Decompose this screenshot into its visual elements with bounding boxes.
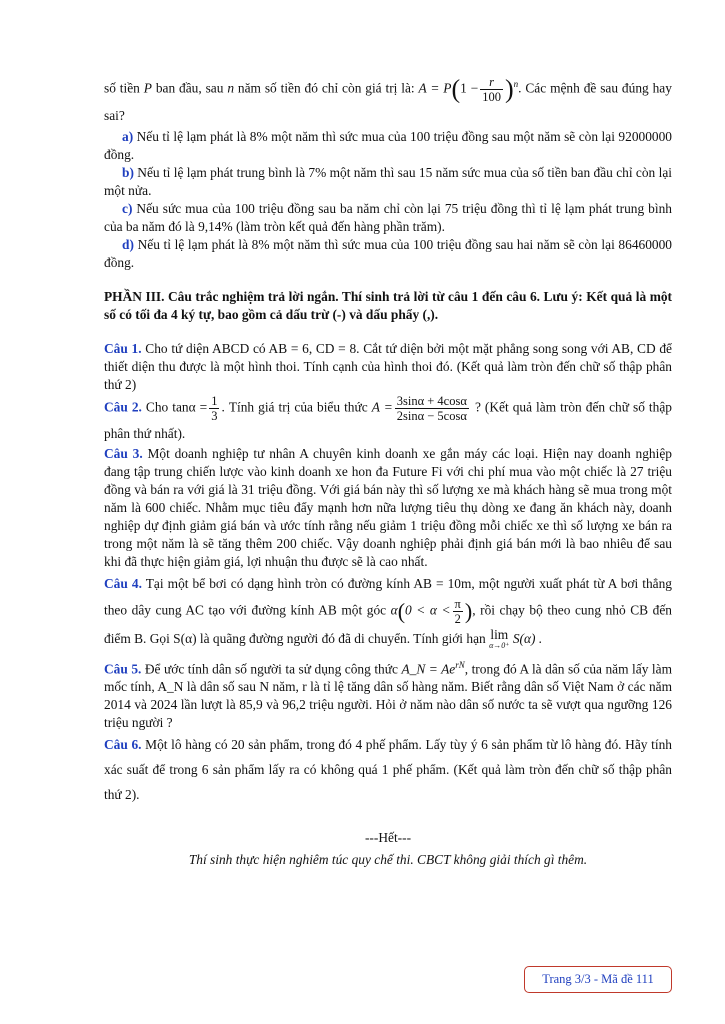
tan-denominator: 3 [211,408,218,423]
expr-denominator: 2sinα − 5cosα [396,408,467,423]
formula-one: 1 − [460,80,479,96]
angle-numerator: π [454,596,461,611]
statement-b [104,164,672,200]
formula-numerator: r [480,75,503,90]
formula-exponent: rN [455,659,465,670]
question-3 [104,445,672,571]
statement-text: Nếu tỉ lệ lạm phát là 8% một năm thì sức mua của 100 triệu đồng sau hai năm sẽ còn lại 86460000 đồng. [104,236,672,270]
question-text: , rồi chạy bộ theo cung nhỏ CB đến điểm B. Gọi S(α) là quãng đường người đó đã di chuyển. Tính giới hạn [104,602,672,646]
expr-lhs: A = [371,399,393,415]
statement-a [104,128,672,164]
question-label: Câu 6. [104,737,142,753]
angle-denominator: 2 [454,611,461,626]
statement-text: Nếu tỉ lệ lạm phát trung bình là 7% một năm thì sau 15 năm sức mua của số tiền ban đầu chỉ còn lại một nửa. [104,164,672,198]
question-2 [104,394,672,445]
question-text: Cho tứ diện ABCD có AB = 6, CD = 8. Cắt tứ diện bởi một mặt phẳng song song với AB, CD để thiết diện thu được là một hình thoi. Tính cạnh của hình thoi đó. (Kết quả làm tròn đến chữ số thập phân thứ 2) [104,340,672,392]
statement-d [104,236,672,272]
question-text: Cho tanα = [145,399,208,415]
formula-lhs: A = P [418,80,452,96]
statement-label: c) [122,200,133,216]
formula-exponent: n [513,79,519,89]
intro-text: . Các mệnh đề sau đúng hay sai? [104,80,672,123]
statement-label: a) [122,128,134,144]
limit-expression: S(α) . [512,630,543,646]
statement-label: d) [122,236,134,252]
formula-fraction [480,75,503,104]
question-text: . Tính giá trị của biểu thức [221,399,368,415]
formula-denominator: 100 [482,89,501,104]
page-footer: Trang 3/3 - Mã đề 111 [524,966,672,993]
tan-numerator: 1 [211,393,218,408]
question-label: Câu 5. [104,661,142,677]
question-label: Câu 4. [104,575,142,591]
question-4: Câu 4. Tại một bể bơi có dạng hình tròn có đường kính AB = 10m, một người xuất phát từ A bơi thẳng theo dây cung AC tạo với đường kính AB một góc α(0 < α < $\frac{\pi}{2}$ ), rồi chạy bộ theo cung nhỏ CB đến điểm B. Gọi S(α) là quãng đường người đó đã di chuyển. Tính giới hạn lim α→0⁺ S(α) . [104,575,673,650]
statement-text: Nếu tỉ lệ lạm phát là 8% một năm thì sức mua của 100 triệu đồng sau một năm sẽ còn lại 92000000 đồng. [104,128,672,162]
question-text: ? (Kết quả làm tròn đến chữ số thập phân thứ nhất). [104,399,672,441]
limit-operator [489,626,510,651]
end-marker: ---Hết--- [364,830,412,846]
tan-fraction [209,394,219,423]
question-text: Để ước tính dân số người ta sử dụng công thức [144,661,398,677]
statement-text: Nếu sức mua của 100 triệu đồng sau ba năm chỉ còn lại 75 triệu đồng thì tỉ lệ lạm phát trung bình của ba năm đó là 9,14% (làm tròn kết quả đến hàng phần trăm). [104,200,672,234]
intro-paragraph: số tiền P ban đầu, sau n năm số tiền đó chỉ còn giá trị là: A = P(1 − $\frac{r}{100}$ )$^n$. Các mệnh đề sau đúng hay sai? [104,74,672,123]
question-label: Câu 1. [104,340,142,356]
question-5 [104,656,672,732]
question-label: Câu 2. [104,399,142,415]
intro-text: năm số tiền đó chỉ còn giá trị là: [237,80,415,96]
question-label: Câu 3. [104,445,143,461]
intro-text: số tiền [104,80,140,96]
expr-numerator: 3sinα + 4cosα [396,393,467,408]
limit-word: lim [490,626,509,642]
statement-c [104,200,672,236]
expr-fraction [395,394,469,423]
exam-page [104,72,672,869]
intro-text: ban đầu, sau [155,80,224,96]
end-note: Thí sinh thực hiện nghiêm túc quy chế thi. CBCT không giải thích gì thêm. [188,852,588,868]
question-text: Một lô hàng có 20 sản phẩm, trong đó 4 phế phẩm. Lấy tùy ý 6 sản phẩm từ lô hàng đó. Hãy tính xác suất để trong 6 sản phẩm lấy ra có không quá 1 phế phẩm. (Kết quả làm tròn đến chữ số thập phân thứ 2). [104,737,672,803]
population-formula: A_N = Ae [401,661,456,677]
angle-condition: 0 < α < [405,602,451,618]
angle-fraction [453,597,463,626]
question-1 [104,340,672,394]
question-6 [104,732,672,807]
question-text: Tại một bể bơi có dạng hình tròn có đường kính AB = 10m, một người xuất phát từ A bơi thẳng theo dây cung AC tạo với đường kính AB một góc [104,575,673,618]
angle-symbol: α [390,602,398,618]
question-text: , trong đó A là dân số của năm lấy làm mốc tính, A_N là dân số sau N năm, r là tỉ lệ tăng dân số hàng năm. Biết rằng dân số Việt Nam ở các năm 2014 và 2024 lần lượt là 85,9 và 96,2 triệu người. Hỏi ở năm nào dân số nước ta sẽ vượt qua ngưỡng 126 triệu người ? [104,661,672,731]
statement-label: b) [122,164,134,180]
limit-subscript: α→0⁺ [489,640,510,650]
var-n: n [227,80,235,96]
part3-title: PHẦN III. Câu trắc nghiệm trả lời ngắn. Thí sinh trả lời từ câu 1 đến câu 6. Lưu ý: Kết quả là một số có tối đa 4 ký tự, bao gồm cả dấu trừ (-) và dấu phẩy (,). [104,288,672,322]
question-text: Một doanh nghiệp tư nhân A chuyên kinh doanh xe gắn máy các loại. Hiện nay doanh nghiệp đang tập trung chiến lược vào kinh doanh xe hon đa Future Fi với chi phí mua vào một chiếc là 27 triệu đồng và bán ra với giá là 31 triệu đồng. Với giá bán này thì số lượng xe mà khách hàng sẽ mua trong một năm là 600 chiếc. Nhằm mục tiêu đẩy mạnh hơn nữa lượng tiêu thụ dòng xe đang ăn khách này, doanh nghiệp dự định giảm giá bán và ước tính rằng nếu giảm 1 triệu đồng mỗi chiếc xe thì số lượng xe bán ra trong một năm là sẽ tăng thêm 200 chiếc. Vậy doanh nghiệp phải định giá bán mới là bao nhiêu để sau khi đã thực hiện giảm giá, lợi nhuận thu được sẽ là cao nhất. [104,445,672,569]
var-p: P [143,80,152,96]
